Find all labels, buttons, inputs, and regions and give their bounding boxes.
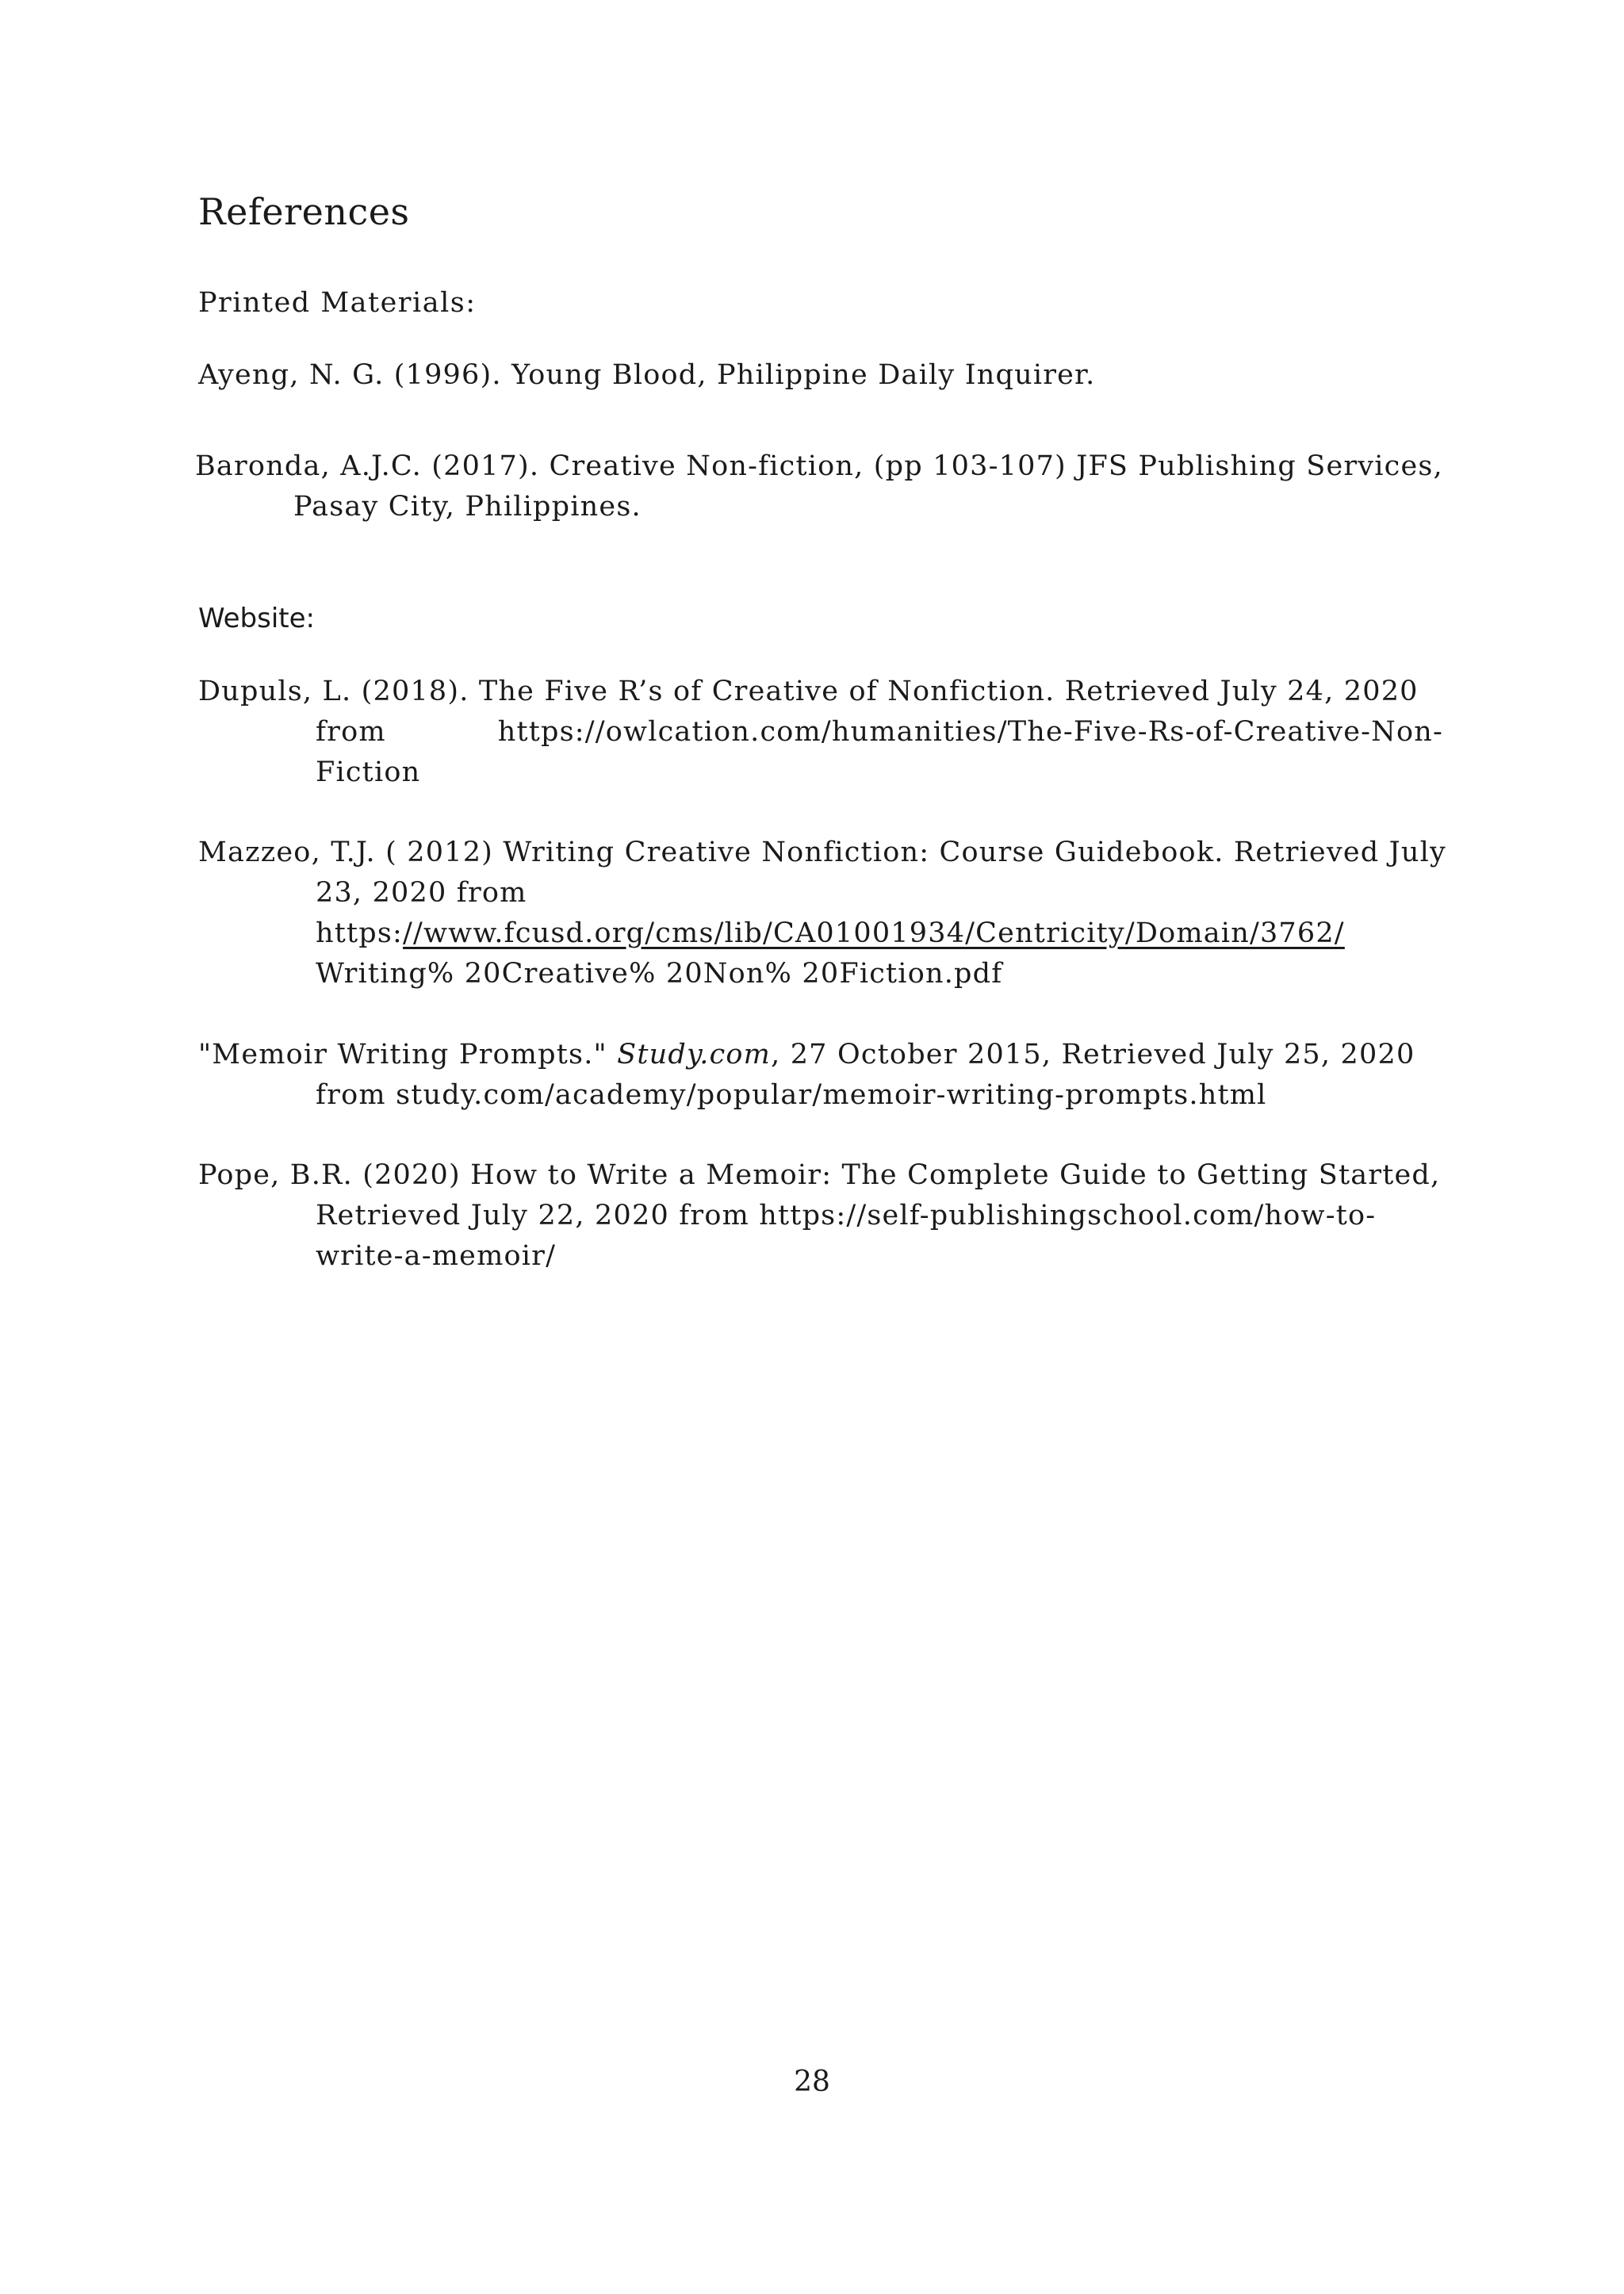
reference-url: https://owlcation.com/humanities/The-Five-Rs-of-Creative-Non- — [497, 716, 1443, 748]
reference-ayeng — [198, 355, 1443, 396]
reference-pope — [198, 1155, 1443, 1277]
reference-line — [198, 913, 1443, 954]
reference-line — [198, 1035, 1443, 1075]
reference-line: Pope, B.R. (2020) How to Write a Memoir: The Complete Guide to Getting Started, — [198, 1159, 1441, 1191]
reference-title: "Memoir Writing Prompts." — [198, 1039, 607, 1070]
reference-dupuls — [198, 672, 1443, 793]
reference-line: Ayeng, N. G. (1996). Young Blood, Philippine Daily Inquirer. — [198, 359, 1096, 391]
website-label: Website: — [198, 603, 315, 634]
reference-site: Study.com — [617, 1039, 772, 1070]
reference-line: Retrieved July 22, 2020 from https://self-publishingschool.com/how-to- — [316, 1200, 1377, 1231]
from-word: from — [316, 716, 386, 748]
reference-line — [198, 712, 1443, 753]
reference-details: , 27 October 2015, Retrieved July 25, 2020 — [771, 1039, 1415, 1070]
page-title: References — [198, 190, 410, 233]
reference-memoir — [198, 1035, 1443, 1116]
printed-materials-label: Printed Materials: — [198, 287, 477, 319]
reference-line: from study.com/academy/popular/memoir-writing-prompts.html — [316, 1079, 1267, 1111]
reference-line: 23, 2020 from — [316, 877, 527, 909]
url-prefix: https: — [316, 917, 404, 949]
page-number: 28 — [794, 2066, 830, 2098]
reference-mazzeo — [198, 833, 1447, 994]
reference-line: Pasay City, Philippines. — [293, 491, 642, 523]
reference-baronda — [195, 446, 1443, 527]
reference-line: write-a-memoir/ — [316, 1240, 557, 1272]
reference-line: Dupuls, L. (2018). The Five R’s of Creative of Nonfiction. Retrieved July 24, 2020 — [198, 676, 1419, 707]
reference-line: Baronda, A.J.C. (2017). Creative Non-fiction, (pp 103-107) JFS Publishing Services, — [195, 450, 1443, 482]
reference-line: Mazzeo, T.J. ( 2012) Writing Creative Nonfiction: Course Guidebook. Retrieved July — [198, 837, 1447, 868]
reference-line: Writing% 20Creative% 20Non% 20Fiction.pdf — [316, 958, 1003, 990]
reference-link[interactable]: //www.fcusd.org/cms/lib/CA01001934/Centricity/Domain/3762/ — [403, 917, 1345, 949]
reference-line: Fiction — [316, 756, 421, 788]
